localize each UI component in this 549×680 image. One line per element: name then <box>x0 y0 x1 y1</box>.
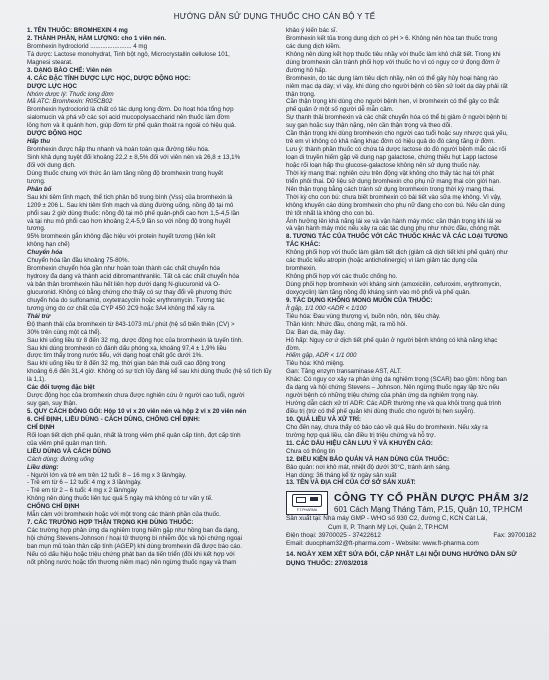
text-line: Chuyển hóa lần đầu khoảng 75-80%. <box>27 257 130 265</box>
text-line: Thần kinh: Nhức đầu, chóng mặt, ra mồ hôi. <box>286 320 408 328</box>
text-line: Nhóm dược lý: Thuốc long đờm <box>27 90 114 98</box>
text-line: Tá dược: Lactose monohydrat, Tinh bột ngô, Microcrystallin cellulose 101, <box>27 50 230 58</box>
text-line: Da: Ban da, mày đay. <box>286 328 346 336</box>
text-line: hoặc rối loạn hấp thu glucose-galactose không nên sử dụng thuốc này. <box>286 161 481 169</box>
text-line: trường hợp quá liều, cần điều trị triệu chứng và hỗ trợ. <box>286 431 436 439</box>
text-line: người bệnh có những triệu chứng của phản ứng da nghiêm trọng này. <box>286 392 479 400</box>
phone-number: Điện thoại: 39700025 - 37422612 <box>286 531 381 539</box>
factory-line-1: Sản xuất tại: Nhà máy GMP - WHO số 930 C2, đường C, KCN Cát Lái, <box>286 515 488 523</box>
text-line: các thuốc kiểu atropin (hoặc anticholinergic) vì làm giảm tác dụng của <box>286 257 478 265</box>
section-heading: Liều dùng: <box>27 463 59 471</box>
text-line: Bromhexin chuyển hóa gần như hoàn toàn thành các chất chuyển hóa <box>27 265 220 273</box>
page-title: HƯỚNG DẪN SỬ DỤNG THUỐC CHO CÁN BỘ Y TẾ <box>173 12 376 21</box>
text-line: đờm. <box>286 344 301 352</box>
text-line: trẻ em vì không có khả năng khạc đờm có hiệu quả do đó càng tăng ứ đờm. <box>286 138 496 146</box>
text-line: phổi sau 2 giờ dùng thuốc: nồng độ tại mô phế quản-phổi cao hơn 1,5-4,5 lần <box>27 209 240 217</box>
text-line: Thời kỳ cho con bú: chưa biết bromhexin có bài tiết vào sữa mẹ không. Vì vậy, <box>286 193 502 201</box>
text-line: Thời kỳ mang thai: nghiên cứu trên động vật không cho thấy tác hại tới phát <box>286 169 494 177</box>
text-line: Sinh khả dụng tuyệt đối khoảng 22,2 ± 8,5% đối với viên nén và 26,8 ± 13,1% <box>27 154 241 161</box>
text-line: 95% bromhexin gắn không đặc hiệu với protein huyết tương (liên kết <box>27 233 216 241</box>
revision-date-line-1: 14. NGÀY XEM XÉT SỬA ĐỔI, CẬP NHẬT LẠI NỘI DUNG HƯỚNG DẪN SỬ <box>286 551 517 559</box>
text-line: và bản thân bromhexin hầu hết liên hợp dưới dạng N-glucuronid và O- <box>27 281 221 288</box>
section-heading: 6. CHỈ ĐỊNH, LIỀU DÙNG - CÁCH DÙNG, CHỐNG CHỈ ĐỊNH: <box>27 415 200 423</box>
text-line: Khác: Có nguy cơ xảy ra phản ứng da nghiêm trọng (SCAR) bao gồm: hồng ban <box>286 376 507 384</box>
section-heading: CHỈ ĐỊNH <box>27 423 55 431</box>
text-line: tương. <box>27 177 46 185</box>
text-line: glucuronid. Không có bằng chứng cho thấy có sự thay đổi về phương thức <box>27 288 232 296</box>
text-line: Hướng dẫn cách xử trí ADR: Các ADR thường nhẹ và qua khỏi trong quá trình <box>286 400 502 408</box>
section-heading: 8. TƯƠNG TÁC CỦA THUỐC VỚI CÁC THUỐC KHÁC VÀ CÁC LOẠI TƯƠNG <box>286 233 508 241</box>
section-heading: 2. THÀNH PHẦN, HÀM LƯỢNG: cho 1 viên nén. <box>27 34 166 42</box>
fax-number: Fax: 39700182 <box>493 531 536 539</box>
right-column <box>286 27 536 568</box>
text-line: loạn di truyền hiếm gặp về dung nạp galactose, chứng thiếu hụt Lapp lactose <box>286 154 498 161</box>
text-line: Bromhexin kết tủa trong dung dịch có pH > 6. Không nên hòa tan thuốc trong <box>286 34 498 42</box>
text-line: Cần thận trọng khi dùng cho người bệnh hen, vì bromhexin có thể gây co thắt <box>286 98 499 106</box>
text-line: và tại nhu mô phổi cao hơn khoảng 2,4-5,9 lần so với nồng độ trong huyết <box>27 217 231 225</box>
text-line: Tiêu hóa: Khô miệng. <box>286 360 345 368</box>
section-heading: Hấp thu <box>27 138 51 146</box>
text-line: Tiêu hóa: Đau vùng thượng vị, buồn nôn, nôn, tiêu chảy. <box>286 312 441 320</box>
section-heading: Chuyển hóa <box>27 249 63 257</box>
text-line: Sau khi dùng bromhexin có đánh dấu phóng xạ, khoảng 97,4 ± 1,9% liều <box>27 344 227 352</box>
section-heading: DƯỢC LỰC HỌC <box>27 82 77 90</box>
text-line: doxycyclin) làm tăng nồng độ kháng sinh vào mô phổi và phế quản. <box>286 288 471 296</box>
text-line: Sau khi uống liều từ 8 đến 32 mg, thời gian bán thải cuối cao động trong <box>27 360 226 368</box>
text-line: Sự thanh thải bromhexin và các chất chuyển hóa có thể bị giảm ở người bệnh bị <box>286 114 507 122</box>
text-line: không hạn chế) <box>27 241 70 249</box>
company-logo <box>286 491 328 515</box>
section-heading: TÁC KHÁC: <box>286 241 321 249</box>
section-heading: LIỀU DÙNG VÀ CÁCH DÙNG <box>27 447 111 455</box>
text-line: hội chứng Stevens-Johnson / hoại tử thượng bì nhiễm độc và hội chứng ngoại <box>27 535 242 542</box>
company-name: CÔNG TY CỔ PHẦN DƯỢC PHẨM 3/2 <box>334 491 529 504</box>
text-line: khoảng 6,6 đến 31,4 giờ. Không có sự tích lũy đáng kể sau khi dùng thuốc (hệ số tích lũy <box>27 368 272 376</box>
text-line: Dược động học của bromhexin chưa được nghiên cứu ở người cao tuổi, người <box>27 392 245 400</box>
text-line: Dùng thuốc chung với thức ăn làm tăng nồng độ bromhexin trong huyết <box>27 169 224 177</box>
text-line: được tìm thấy trong nước tiểu, với dạng hoạt chất gốc dưới 1%. <box>27 352 203 360</box>
text-line: của viêm phế quản mạn tính. <box>27 439 107 447</box>
text-line: Cho đến nay, chưa thấy có báo cáo về quá liều do bromhexin. Nếu xảy ra <box>286 423 488 431</box>
right-column-text <box>286 27 536 487</box>
text-line: Hiếm gặp, ADR < 1/1 000 <box>286 352 357 360</box>
text-line: chuyển hóa do sulfonamid, oxytetracyclin hoặc erythromycin. Tương tác <box>27 296 225 304</box>
text-line: Hạn dùng: 36 tháng kể từ ngày sản xuất <box>286 471 397 479</box>
revision-date-line-2: DỤNG THUỐC: 27/03/2018 <box>286 559 368 567</box>
text-line: bromhexin. <box>286 265 317 273</box>
text-line: - Trẻ em từ 2 – 6 tuổi: 4 mg x 2 lần/ngày <box>27 487 138 495</box>
text-line: Sau khi tiêm tĩnh mạch, thể tích phân bố trung bình (Vss) của bromhexin là <box>27 193 233 201</box>
text-line: Hô hấp: Nguy cơ ứ dịch tiết phế quản ở người bệnh không có khả năng khạc <box>286 336 498 344</box>
section-heading: 4. CÁC ĐẶC TÍNH DƯỢC LỰC HỌC, DƯỢC ĐỘNG HỌC: <box>27 74 191 82</box>
text-line: Bảo quản: nơi khô mát, nhiệt độ dưới 30°C, tránh ánh sáng. <box>286 463 451 471</box>
text-line: Mẫn cảm với bromhexin hoặc với một trong các thành phần của thuốc. <box>27 511 221 519</box>
section-heading: Các đối tượng đặc biệt <box>27 384 95 392</box>
ft-pharma-logo-icon <box>292 494 322 507</box>
text-line: là 1,1). <box>27 376 46 384</box>
section-heading: 7. CÁC TRƯỜNG HỢP THẬN TRỌNG KHI DÙNG THUỐC: <box>27 519 194 527</box>
text-line: Độ thanh thải của bromhexin từ 843-1073 mL/ phút (hệ số biến thiên (CV) > <box>27 320 235 328</box>
text-line: tương ứng do cơ chất của CYP 450 2C9 hoặc 3A4 không thể xảy ra. <box>27 304 216 312</box>
company-heading <box>334 492 529 516</box>
company-block <box>286 491 536 515</box>
text-line: dùng bromhexin cần tránh phối hợp với thuốc ho vì có nguy cơ ứ đọng đờm ở <box>286 58 500 66</box>
text-line: 30% trên cùng một cá thể). <box>27 328 102 336</box>
text-line: sialomucin và phá vỡ các sợi acid mucopolysaccharid nên thuốc làm đờm <box>27 114 230 122</box>
section-heading: Thải trừ <box>27 312 51 320</box>
section-heading: Phân bố <box>27 185 52 193</box>
text-line: Bromhexin hydroclorid là chất có tác dụng long đờm. Do hoạt hóa tổng hợp <box>27 106 234 114</box>
company-address: 601 Cách Mạng Tháng Tám, P.15, Quận 10, TP.HCM <box>334 504 523 514</box>
email-website: Email: duocpham32@ft-pharma.com - Website: www.ft-pharma.com <box>286 539 479 547</box>
text-line: ban mụn mủ toàn thân cấp tính (AGEP) khi dùng bromhexin đã được báo cáo. <box>27 542 242 550</box>
section-heading: 9. TÁC DỤNG KHÔNG MONG MUỐN CỦA THUỐC: <box>286 296 433 304</box>
text-line: khảo ý kiến bác sĩ. <box>286 27 338 34</box>
contact-row <box>286 532 536 540</box>
text-line: Nên thận trọng bằng cách tránh sử dụng bromhexin trong thời kỳ mang thai. <box>286 185 495 193</box>
text-line: đường hô hấp. <box>286 66 327 74</box>
section-heading: 10. QUÁ LIỀU VÀ XỬ TRÍ: <box>286 415 361 423</box>
left-column <box>27 27 277 567</box>
section-heading: 13. TÊN VÀ ĐỊA CHỈ CỦA CƠ SỞ SẢN XUẤT: <box>286 479 416 487</box>
text-line: phế quản ở một số người dễ mẫn cảm. <box>286 106 394 114</box>
text-line: Ảnh hưởng lên khả năng lái xe và vận hành máy móc: cần thận trọng khi lái xe <box>286 217 502 225</box>
text-line: Không phối hợp với thuốc làm giảm tiết dịch (giảm cả dịch tiết khí phế quản) như <box>286 249 508 257</box>
text-line: và vận hành máy móc nếu xảy ra các tác dụng phụ như nhức đầu, chóng mặt. <box>286 225 501 233</box>
text-line: đối với dung dịch. <box>27 161 76 169</box>
text-line: Bromhexin, do tác dụng làm tiêu dịch nhầy, nên có thể gây hủy hoại hàng rào <box>286 74 498 82</box>
text-line: điều trị (trừ có thể phế quản khi dùng thuốc cho người bị hen suyễn). <box>286 408 475 415</box>
text-line: thận trọng. <box>286 90 316 98</box>
text-line: Không phối hợp với các thuốc chống ho. <box>286 273 398 281</box>
text-line: Chưa có thông tin <box>286 447 336 455</box>
text-line: Nếu có dấu hiệu hoặc triệu chứng phát ban da tiến triển (đôi khi kết hợp với <box>27 550 235 558</box>
section-heading: DƯỢC ĐỘNG HỌC <box>27 130 83 138</box>
text-line: - Người lớn và trẻ em trên 12 tuổi: 8 – 16 mg x 3 lần/ngày. <box>27 471 187 479</box>
text-line: hydroxy đa dạng và thành acid dibromanthranilic. Tất cả các chất chuyển hóa <box>27 273 240 281</box>
text-line: Magnesi stearat. <box>27 58 73 66</box>
text-line: Bromhexin được hấp thu nhanh và hoàn toàn qua đường tiêu hóa. <box>27 146 210 154</box>
text-line: lỏng hơn và ít quánh hơn, giúp đờm từ phế quản thoát ra ngoài có hiệu quả. <box>27 122 236 130</box>
text-line: Rối loạn tiết dịch phế quản, nhất là trong viêm phế quản cấp tính, đợt cấp tính <box>27 431 241 439</box>
logo-text: F.T.PHARMA <box>296 508 318 513</box>
text-line: suy gan, suy thận. <box>27 400 78 408</box>
text-line: đa dạng và hội chứng Stevens – Johnson. Nên ngừng thuốc ngay lập tức nếu <box>286 384 500 392</box>
text-line: tương. <box>27 225 46 233</box>
section-heading: 1. TÊN THUỐC: BROMHEXIN 4 mg <box>27 27 128 34</box>
text-line: Không nên dùng thuốc liên tục quá 5 ngày mà không có tư vấn y tế. <box>27 495 213 503</box>
text-line: Các trường hợp phản ứng da nghiêm trọng hiếm gặp như hồng ban đa dạng, <box>27 527 240 535</box>
text-line: Mã ATC: Bromhexin: R05CB02 <box>27 98 113 106</box>
text-line: Không nên dùng kết hợp thuốc tiêu nhầy với thuốc làm khô chất tiết. Trong khi <box>286 50 501 58</box>
factory-line-2: Cụm II, P. Thạnh Mỹ Lợi, Quận 2, TP.HCM <box>328 523 449 531</box>
section-heading: 12. ĐIỀU KIỆN BẢO QUẢN VÀ HẠN DÙNG CỦA THUỐC: <box>286 455 450 463</box>
text-line: triển phôi thai. Dữ liệu sử dụng bromhexin cho phụ nữ mang thai còn giới hạn. <box>286 177 501 185</box>
text-line: Cần thận trọng khi dùng bromhexin cho người cao tuổi hoặc suy nhược quá yếu, <box>286 130 508 138</box>
section-heading: 11. CÁC DẤU HIỆU CẦN LƯU Ý VÀ KHUYẾN CÁO: <box>286 439 433 447</box>
text-line: suy gan hoặc suy thận nặng, nên cần thận trọng và theo dõi. <box>286 122 453 130</box>
text-line: Ít gặp, 1/1 000 <ADR < 1/100 <box>286 304 367 312</box>
text-line: - Trẻ em từ 6 – 12 tuổi: 4 mg x 3 lần/ngày. <box>27 479 142 487</box>
text-line: Cách dùng: đường uống <box>27 455 94 463</box>
section-heading: 5. QUY CÁCH ĐÓNG GÓI: Hộp 10 vỉ x 20 viên nén và hộp 2 vỉ x 20 viên nén <box>27 408 247 415</box>
text-line: Dùng phối hợp bromhexin với kháng sinh (amoxicilin, cefuroxim, erythromycin, <box>286 281 502 288</box>
text-line: Lưu ý: thành phần thuốc có chứa tá dược lactose do đó người bệnh mắc các rối <box>286 146 507 154</box>
text-line: Bromhexin hydroclorid ........................ 4 mg <box>27 42 148 50</box>
text-line: Gan: Tăng enzym transaminase AST, ALT. <box>286 368 402 376</box>
text-line: không khuyến cáo dùng bromhexin cho phụ nữ đang cho con bú. Nếu cần dùng <box>286 201 505 209</box>
text-line: niêm mạc dạ dày; vì vậy, khi dùng cho người bệnh có tiền sử loét dạ dày phải rất <box>286 82 508 90</box>
section-heading: 3. DẠNG BÀO CHẾ: Viên nén <box>27 66 112 74</box>
text-line: 1209 ± 206 L. Sau khi tiêm tĩnh mạch và dùng đường uống, nồng độ tại mô <box>27 201 234 209</box>
text-line: Sau khi uống liều từ 8 đến 32 mg, dược động học của bromhexin là tuyến tính. <box>27 336 243 344</box>
section-heading: CHỐNG CHỈ ĐỊNH <box>27 503 80 511</box>
text-line: nốt phồng nước hoặc tổn thương niêm mạc) nên ngừng thuốc ngay và tham <box>27 558 237 566</box>
text-line: thì tốt nhất là không cho con bú. <box>286 209 375 217</box>
text-line: các dung dịch kiềm. <box>286 42 341 50</box>
